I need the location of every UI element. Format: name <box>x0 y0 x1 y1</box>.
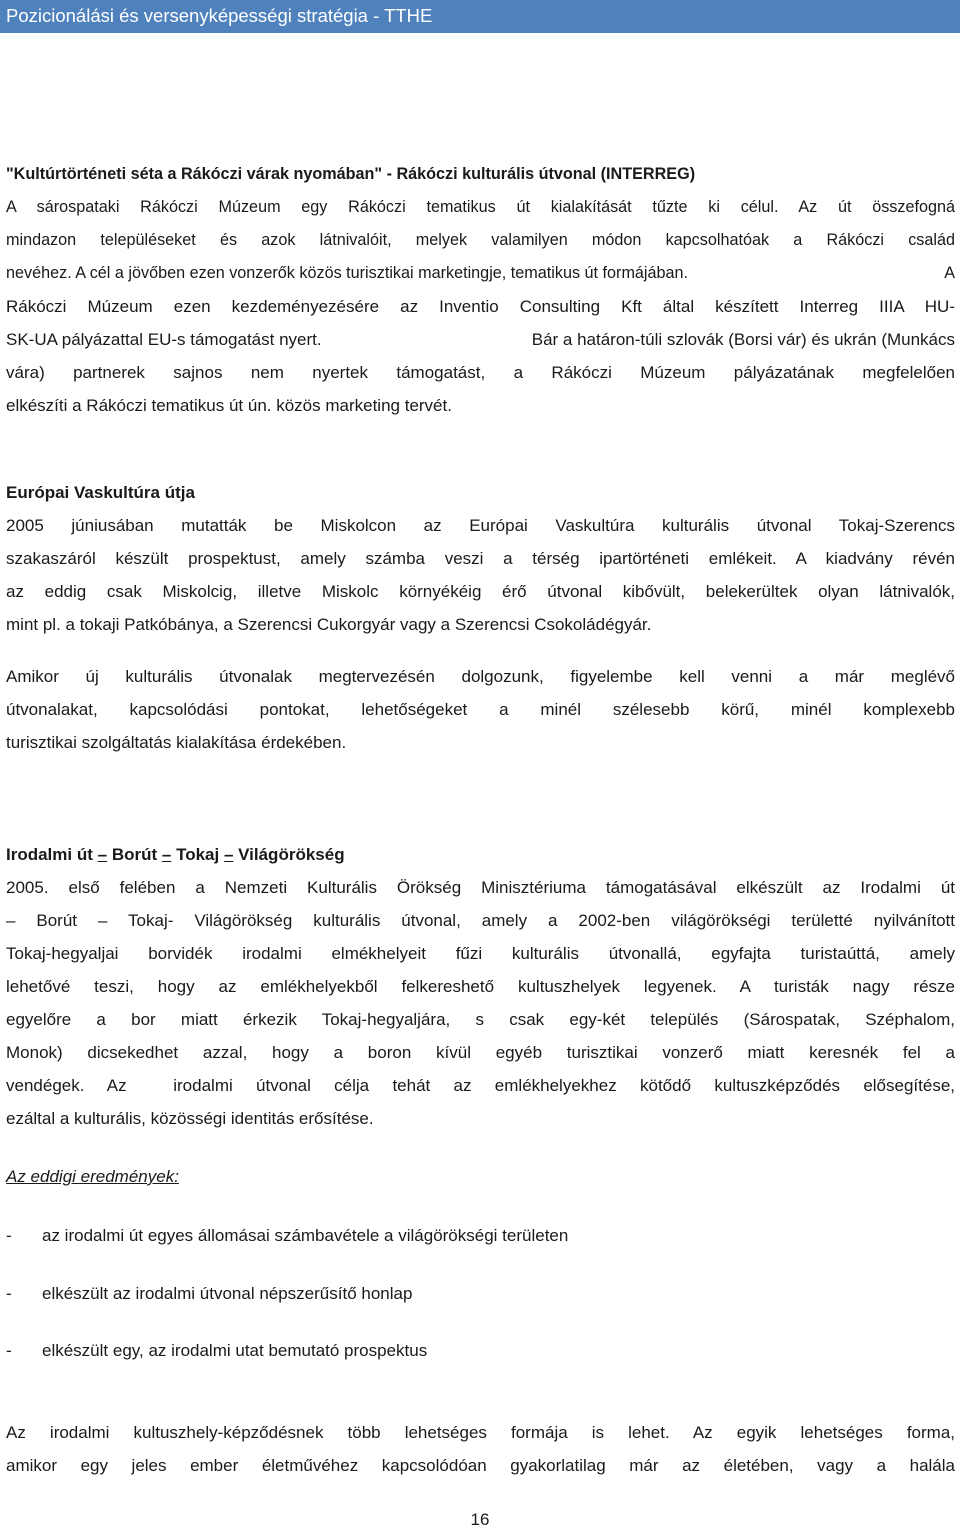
paragraph-line: egyelőre a bor miatt érkezik Tokaj-hegyaljára, s csak egy-két település (Sárospatak, Széphalom, <box>6 1010 955 1029</box>
paragraph-line: Monok) dicsekedhet azzal, hogy a boron kívül egyéb turisztikai vonzerő miatt keresnék fel a <box>6 1043 955 1062</box>
paragraph-cult-places <box>6 1416 955 1482</box>
paragraph-line: A sárospataki Rákóczi Múzeum egy Rákóczi tematikus út kialakítását tűzte ki célul. Az út összefogná <box>6 198 955 216</box>
page-number: 16 <box>470 1510 490 1529</box>
paragraph-line: lehetővé teszi, hogy az emlékhelyekből felkereshető kultuszhelyek legyenek. A turisták nagy része <box>6 977 955 996</box>
list-item-text: elkészült egy, az irodalmi utat bemutató prospektus <box>42 1341 428 1360</box>
list-item-text: az irodalmi út egyes állomásai számbavétele a világörökségi területen <box>42 1226 569 1245</box>
dash-bullet: - <box>6 1341 12 1360</box>
section-iron-culture <box>6 476 955 641</box>
paragraph-new-routes <box>6 660 955 759</box>
paragraph-line: – Borút – Tokaj- Világörökség kulturális útvonal, amely a 2002-ben világörökségi területté nyilvánított <box>6 911 955 930</box>
results-heading: Az eddigi eredmények: <box>6 1167 179 1186</box>
section-literary-route <box>6 838 955 1135</box>
section-heading <box>6 838 955 871</box>
paragraph-line: Tokaj-hegyaljai borvidék irodalmi elmékhelyeit fűzi kulturális útvonallá, egyfajta turistaúttá, amely <box>6 944 955 963</box>
heading-dash: – <box>97 845 108 864</box>
line-text: SK-UA pályázattal EU-s támogatást nyert. <box>6 330 322 349</box>
paragraph-line: 2005. első felében a Nemzeti Kulturális Örökség Minisztériuma támogatásával elkészült az Irodalmi út <box>6 878 955 897</box>
paragraph-line: ezáltal a kulturális, közösségi identitás erősítése. <box>6 1109 374 1128</box>
document-header <box>0 0 960 33</box>
list-item <box>6 1277 955 1310</box>
line-text: A <box>944 264 955 282</box>
document-title: Pozicionálási és versenyképességi stratégia - TTHE <box>6 5 433 26</box>
paragraph-line: 2005 júniusában mutatták be Miskolcon az Európai Vaskultúra kulturális útvonal Tokaj-Szerencs <box>6 516 955 535</box>
list-item <box>6 1219 955 1252</box>
heading-part: Tokaj <box>171 845 224 864</box>
paragraph-line: Az irodalmi kultuszhely-képződésnek több lehetséges formája is lehet. Az egyik lehetséges forma, <box>6 1423 955 1442</box>
dash-bullet: - <box>6 1226 12 1245</box>
heading-dash: – <box>161 845 172 864</box>
paragraph-line: az eddig csak Miskolcig, illetve Miskolc környékéig érő útvonal kibővült, belekerültek olyan látnivalók, <box>6 582 955 601</box>
section-heading: "Kultúrtörténeti séta a Rákóczi várak nyomában" - Rákóczi kulturális útvonal (INTERREG) <box>6 165 696 183</box>
heading-part: Világörökség <box>233 845 345 864</box>
paragraph-line: Amikor új kulturális útvonalak megtervezésén dolgozunk, figyelembe kell venni a már meglévő <box>6 667 955 686</box>
dash-bullet: - <box>6 1284 12 1303</box>
paragraph-line: vendégek. Az irodalmi útvonal célja tehát az emlékhelyekhez kötődő kultuszképződés elősegítése, <box>6 1076 955 1095</box>
paragraph-line: turisztikai szolgáltatás kialakítása érdekében. <box>6 733 347 752</box>
paragraph-line: amikor egy jeles ember életművéhez kapcsolódóan gyakorlatilag már az életében, vagy a halála <box>6 1456 955 1475</box>
paragraph-line: elkészíti a Rákóczi tematikus út ún. közös marketing tervét. <box>6 396 452 415</box>
section-rakoczi-route <box>6 158 955 422</box>
paragraph-line: vára) partnerek sajnos nem nyertek támogatást, a Rákóczi Múzeum pályázatának megfelelően <box>6 363 955 382</box>
heading-dash: – <box>223 845 234 864</box>
line-text: nevéhez. A cél a jövőben ezen vonzerők közös turisztikai marketingje, tematikus út formájában. <box>6 264 689 282</box>
heading-part: Irodalmi út <box>6 845 98 864</box>
paragraph-line <box>6 323 955 356</box>
section-heading: Európai Vaskultúra útja <box>6 483 195 502</box>
paragraph-line <box>6 257 955 290</box>
results-heading-block <box>6 1160 955 1193</box>
list-item-text: elkészült az irodalmi útvonal népszerűsítő honlap <box>42 1284 413 1303</box>
paragraph-line: mindazon településeket és azok látnivalóit, melyek valamilyen módon kapcsolhatóak a Rákóczi család <box>6 231 955 249</box>
paragraph-line: mint pl. a tokaji Patkóbánya, a Szerencsi Cukorgyár vagy a Szerencsi Csokoládégyár. <box>6 615 652 634</box>
line-text: Bár a határon-túli szlovák (Borsi vár) és ukrán (Munkács <box>531 330 955 349</box>
paragraph-line: Rákóczi Múzeum ezen kezdeményezésére az Inventio Consulting Kft által készített Interreg IIIA HU- <box>6 297 955 316</box>
list-item <box>6 1334 955 1367</box>
paragraph-line: szakaszáról készült prospektust, amely számba veszi a térség ipartörténeti emlékeit. A kiadvány révén <box>6 549 955 568</box>
heading-part: Borút <box>107 845 162 864</box>
paragraph-line: útvonalakat, kapcsolódási pontokat, lehetőségeket a minél szélesebb körű, minél komplexebb <box>6 700 955 719</box>
